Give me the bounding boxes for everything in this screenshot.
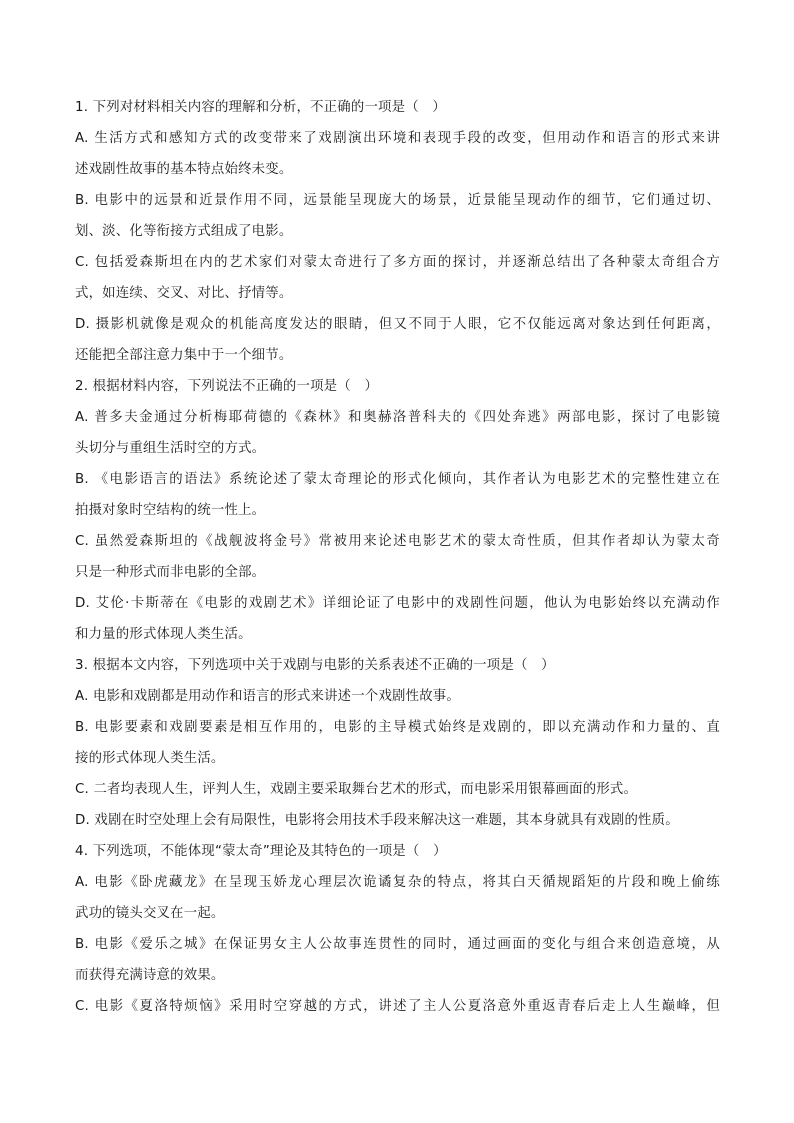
question-3-option-b-line-1: B. 电影要素和戏剧要素是相互作用的，电影的主导模式始终是戏剧的，即以充满动作和力量的、直 <box>75 720 720 735</box>
question-2-option-d-line-1: D. 艾伦·卡斯蒂在《电影的戏剧艺术》详细论证了电影中的戏剧性问题，他认为电影始终以充满动作 <box>75 596 720 611</box>
question-3-option-b-line-2: 接的形式体现人类生活。 <box>75 751 225 766</box>
question-2-option-a-line-1: A. 普多夫金通过分析梅耶荷德的《森林》和奥赫洛普科夫的《四处奔逃》两部电影，探讨了电影镜 <box>75 410 720 425</box>
question-1-stem: 1. 下列对材料相关内容的理解和分析，不正确的一项是（ ） <box>75 100 446 115</box>
question-1-option-a-line-1: A. 生活方式和感知方式的改变带来了戏剧演出环境和表现手段的改变，但用动作和语言的形式来讲 <box>75 131 720 146</box>
question-4-stem: 4. 下列选项，不能体现“蒙太奇”理论及其特色的一项是（ ） <box>75 844 447 859</box>
question-4-option-c-line-1: C. 电影《夏洛特烦恼》采用时空穿越的方式，讲述了主人公夏洛意外重返青春后走上人生巅峰，但 <box>75 999 720 1014</box>
question-1-option-d-line-2: 还能把全部注意力集中于一个细节。 <box>75 348 293 363</box>
question-4-option-b-line-2: 而获得充满诗意的效果。 <box>75 968 225 983</box>
question-3-option-c: C. 二者均表现人生，评判人生，戏剧主要采取舞台艺术的形式，而电影采用银幕画面的形式。 <box>75 782 638 797</box>
question-3-option-d: D. 戏剧在时空处理上会有局限性，电影将会用技术手段来解决这一难题，其本身就具有戏剧的性质。 <box>75 813 679 828</box>
question-2-option-b-line-2: 拍摄对象时空结构的统一性上。 <box>75 503 266 518</box>
question-2-option-c-line-2: 只是一种形式而非电影的全部。 <box>75 565 266 580</box>
question-1-option-c-line-2: 式，如连续、交叉、对比、抒情等。 <box>75 286 293 301</box>
question-1-option-c-line-1: C. 包括爱森斯坦在内的艺术家们对蒙太奇进行了多方面的探讨，并逐渐总结出了各种蒙太奇组合方 <box>75 255 720 270</box>
question-4-option-b-line-1: B. 电影《爱乐之城》在保证男女主人公故事连贯性的同时，通过画面的变化与组合来创造意境，从 <box>75 937 720 952</box>
question-1-option-b-line-2: 划、淡、化等衔接方式组成了电影。 <box>75 224 293 239</box>
question-2-option-b-line-1: B. 《电影语言的语法》系统论述了蒙太奇理论的形式化倾向，其作者认为电影艺术的完整性建立在 <box>75 472 720 487</box>
question-1-option-b-line-1: B. 电影中的远景和近景作用不同，远景能呈现庞大的场景，近景能呈现动作的细节，它们通过切、 <box>75 193 720 208</box>
question-2-option-a-line-2: 头切分与重组生活时空的方式。 <box>75 441 266 456</box>
question-text-body <box>75 98 720 1028</box>
question-4-option-a-line-2: 武功的镜头交叉在一起。 <box>75 906 225 921</box>
question-2-option-d-line-2: 和力量的形式体现人类生活。 <box>75 627 252 642</box>
question-2-option-c-line-1: C. 虽然爱森斯坦的《战舰波将金号》常被用来论述电影艺术的蒙太奇性质，但其作者却认为蒙太奇 <box>75 534 720 549</box>
question-4-option-a-line-1: A. 电影《卧虎藏龙》在呈现玉娇龙心理层次诡谲复杂的特点，将其白天循规蹈矩的片段和晚上偷练 <box>75 875 720 890</box>
question-1-option-a-line-2: 述戏剧性故事的基本特点始终未变。 <box>75 162 293 177</box>
question-3-stem: 3. 根据本文内容，下列选项中关于戏剧与电影的关系表述不正确的一项是（ ） <box>75 658 555 673</box>
question-3-option-a: A. 电影和戏剧都是用动作和语言的形式来讲述一个戏剧性故事。 <box>75 689 460 704</box>
question-2-stem: 2. 根据材料内容，下列说法不正确的一项是（ ） <box>75 379 379 394</box>
question-1-option-d-line-1: D. 摄影机就像是观众的机能高度发达的眼睛，但又不同于人眼，它不仅能远离对象达到任何距离， <box>75 317 720 332</box>
